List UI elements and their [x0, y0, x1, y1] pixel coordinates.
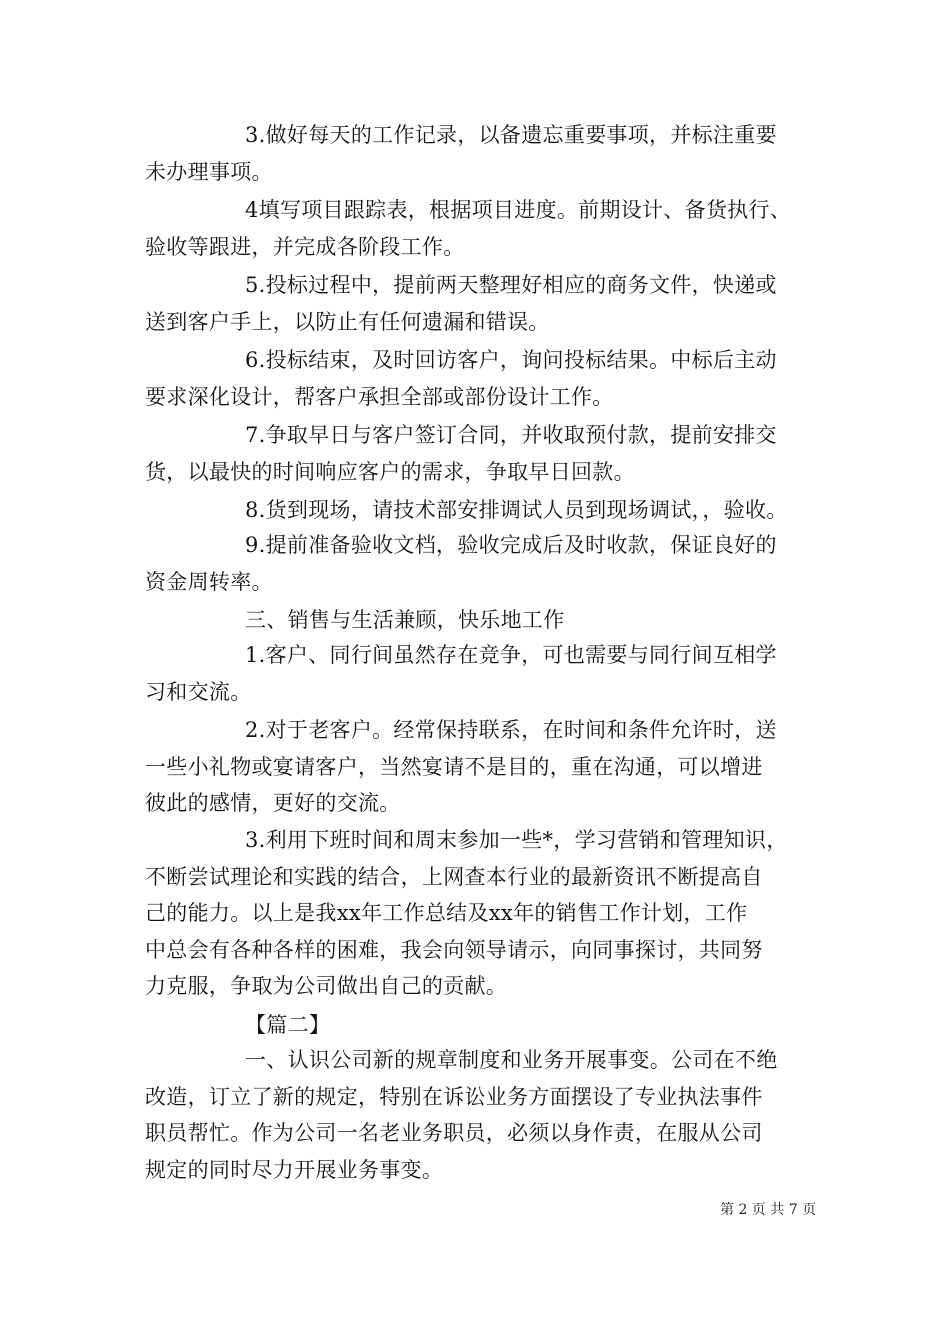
- text-line: 9.提前准备验收文档，验收完成后及时收款，保证良好的: [245, 533, 777, 557]
- text-line: 8.货到现场，请技术部安排调试人员到现场调试，，验收。: [245, 498, 788, 522]
- text-line: 6.投标结束，及时回访客户，询问投标结果。中标后主动: [245, 348, 777, 372]
- text-line: 未办理事项。: [145, 159, 273, 184]
- text-line: 3.做好每天的工作记录，以备遗忘重要事项，并标注重要: [245, 123, 777, 147]
- text-line: 一些小礼物或宴请客户，当然宴请不是目的，重在沟通，可以增进: [145, 754, 763, 779]
- page-number-footer: 第 2 页 共 7 页: [720, 1202, 817, 1218]
- text-line: 力克服，争取为公司做出自己的贡献。: [145, 974, 508, 998]
- text-line: 3.利用下班时间和周末参加一些*，学习营销和管理知识，: [245, 828, 788, 852]
- text-line: 资金周转率。: [145, 569, 273, 594]
- text-line: 规定的同时尽力开展业务事变。: [145, 1157, 444, 1182]
- text-line: 送到客户手上，以防止有任何遗漏和错误。: [145, 309, 550, 334]
- text-line: 彼此的感情，更好的交流。: [145, 791, 401, 815]
- text-line: 1.客户、同行间虽然存在竞争，可也需要与同行间互相学: [245, 643, 777, 667]
- text-line: 职员帮忙。作为公司一名老业务职员，必须以身作责，在服从公司: [145, 1121, 763, 1145]
- text-line: 三、销售与生活兼顾，快乐地工作: [245, 608, 565, 632]
- text-line: 一、认识公司新的规章制度和业务开展事变。公司在不绝: [245, 1048, 778, 1072]
- text-line: 7.争取早日与客户签订合同，并收取预付款，提前安排交: [245, 423, 777, 447]
- text-line: 改造，订立了新的规定，特别在诉讼业务方面摆设了专业执法事件: [145, 1084, 763, 1109]
- text-line: 2.对于老客户。经常保持联系，在时间和条件允许时，送: [245, 718, 777, 742]
- text-line: 验收等跟进，并完成各阶段工作。: [145, 234, 465, 259]
- text-line: 要求深化设计，帮客户承担全部或部份设计工作。: [145, 384, 614, 409]
- text-line: 4填写项目跟踪表，根据项目进度。前期设计、备货执行、: [245, 198, 792, 222]
- text-line: 中总会有各种各样的困难，我会向领导请示，向同事探讨，共同努: [145, 937, 763, 962]
- text-line: 货，以最快的时间响应客户的需求，争取早日回款。: [145, 459, 635, 484]
- text-line: 不断尝试理论和实践的结合，上网查本行业的最新资讯不断提高自: [145, 864, 763, 889]
- text-line: 5.投标过程中，提前两天整理好相应的商务文件，快递或: [245, 273, 777, 297]
- text-line: 己的能力。以上是我xx年工作总结及xx年的销售工作计划，工作: [145, 901, 748, 925]
- text-line: 【篇二】: [245, 1013, 331, 1037]
- text-line: 习和交流。: [145, 679, 252, 704]
